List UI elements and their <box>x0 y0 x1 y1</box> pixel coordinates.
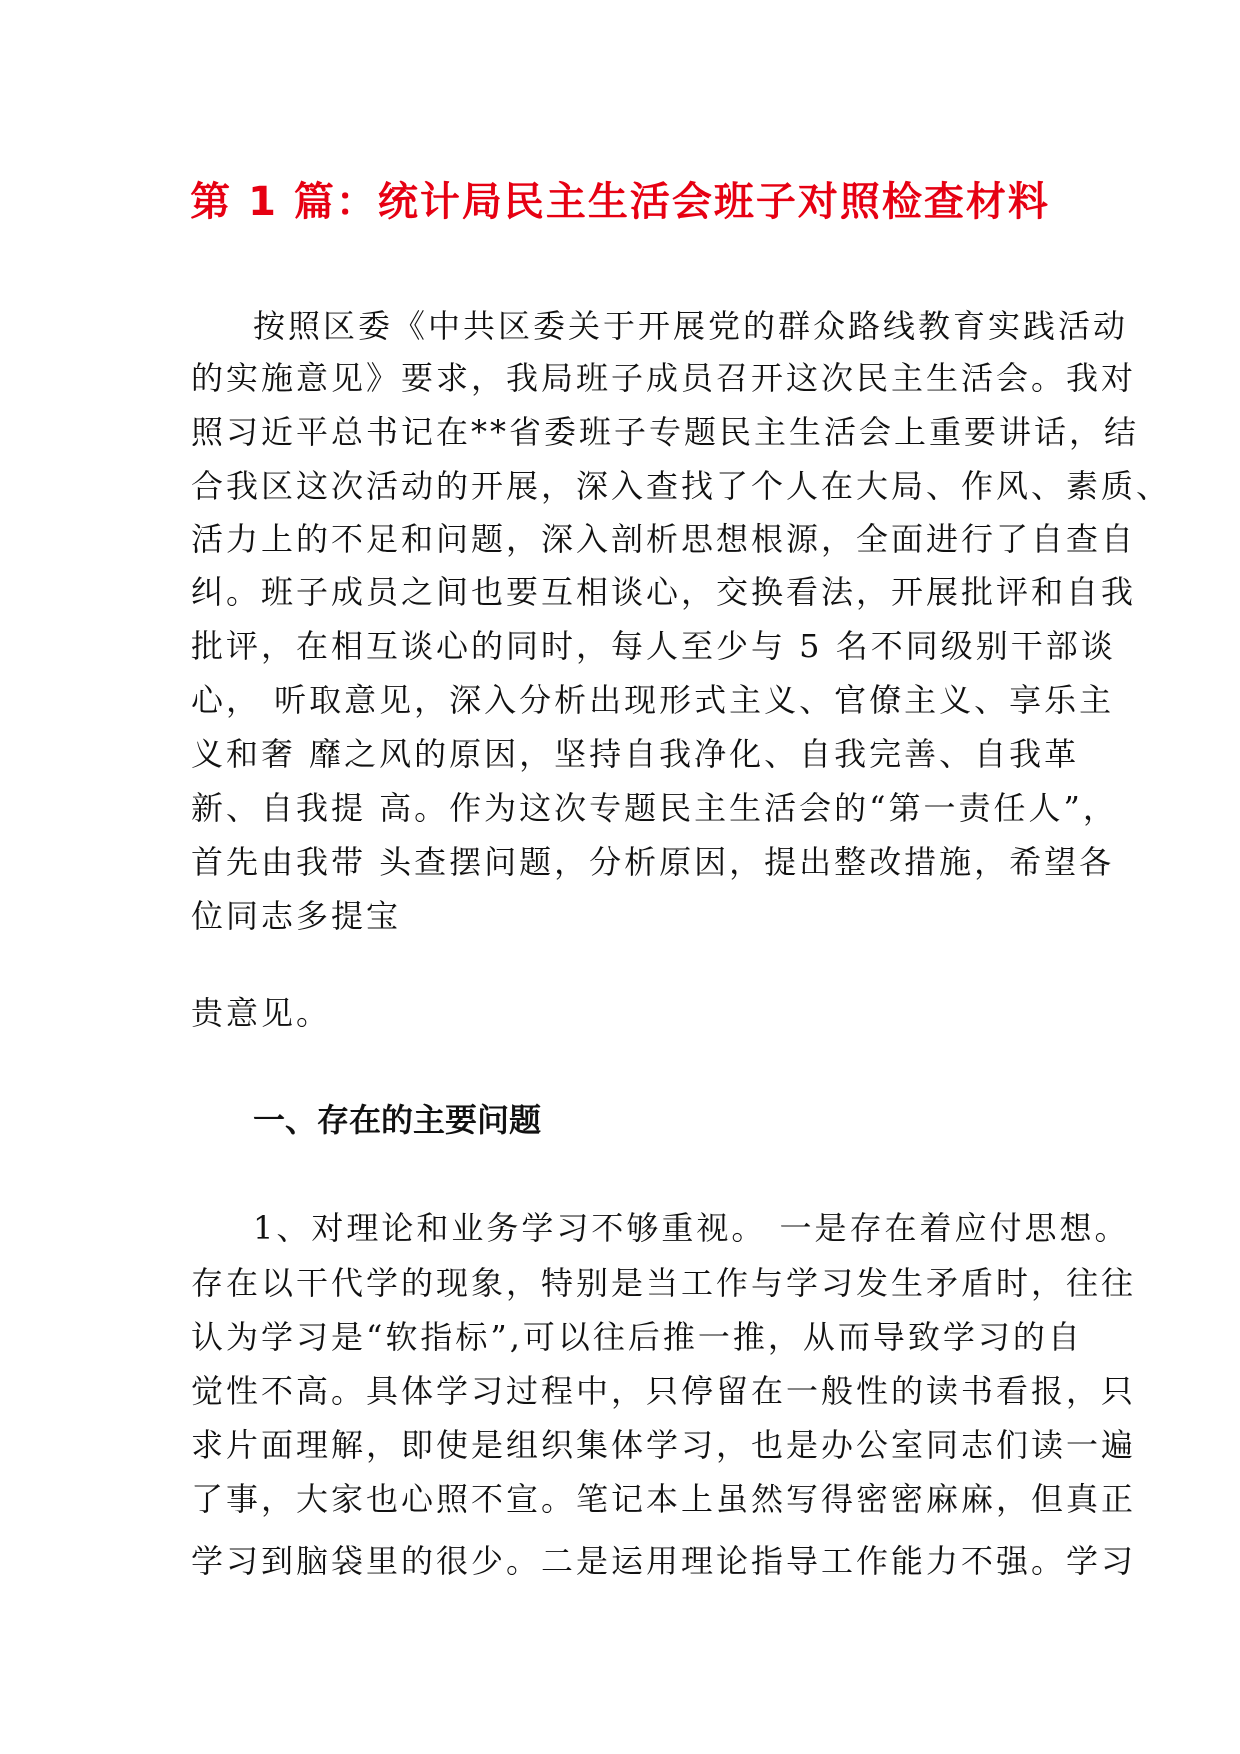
intro-line: 首先由我带 头查摆问题，分析原因，提出整改措施，希望各 <box>191 843 1115 881</box>
body-line: 1、对理论和业务学习不够重视。 一是存在着应付思想。 <box>253 1209 1130 1247</box>
body-line: 觉性不高。具体学习过程中，只停留在一般性的读书看报，只 <box>191 1372 1137 1410</box>
body-line: 求片面理解，即使是组织集体学习，也是办公室同志们读一遍 <box>191 1426 1137 1464</box>
section-heading: 一、存在的主要问题 <box>253 1101 542 1139</box>
intro-line: 照习近平总书记在**省委班子专题民主生活会上重要讲话，结 <box>191 413 1140 451</box>
intro-line: 活力上的不足和问题，深入剖析思想根源，全面进行了自查自 <box>191 520 1137 558</box>
intro-line: 义和奢 靡之风的原因，坚持自我净化、自我完善、自我革 <box>191 735 1080 773</box>
intro-line: 的实施意见》要求，我局班子成员召开这次民主生活会。我对 <box>191 359 1137 397</box>
intro-line: 位同志多提宝 <box>191 897 402 935</box>
body-line: 学习到脑袋里的很少。二是运用理论指导工作能力不强。学习 <box>191 1542 1137 1580</box>
intro-line: 按照区委《中共区委关于开展党的群众路线教育实践活动 <box>253 307 1129 345</box>
intro-line: 贵意见。 <box>191 994 332 1032</box>
intro-line: 新、自我提 高。作为这次专题民主生活会的“第一责任人”， <box>191 789 1118 827</box>
body-line: 认为学习是“软指标”,可以往后推一推，从而导致学习的自 <box>191 1318 1083 1356</box>
body-line: 了事，大家也心照不宣。笔记本上虽然写得密密麻麻，但真正 <box>191 1480 1137 1518</box>
intro-line: 纠。班子成员之间也要互相谈心，交换看法，开展批评和自我 <box>191 573 1137 611</box>
intro-line: 合我区这次活动的开展，深入查找了个人在大局、作风、素质、 <box>191 467 1172 505</box>
body-line: 存在以干代学的现象，特别是当工作与学习发生矛盾时，往往 <box>191 1264 1137 1302</box>
document-title: 第 1 篇：统计局民主生活会班子对照检查材料 <box>190 179 1050 225</box>
intro-line: 心， 听取意见，深入分析出现形式主义、官僚主义、享乐主 <box>191 681 1115 719</box>
intro-line: 批评，在相互谈心的同时，每人至少与 5 名不同级别干部谈 <box>191 627 1116 665</box>
